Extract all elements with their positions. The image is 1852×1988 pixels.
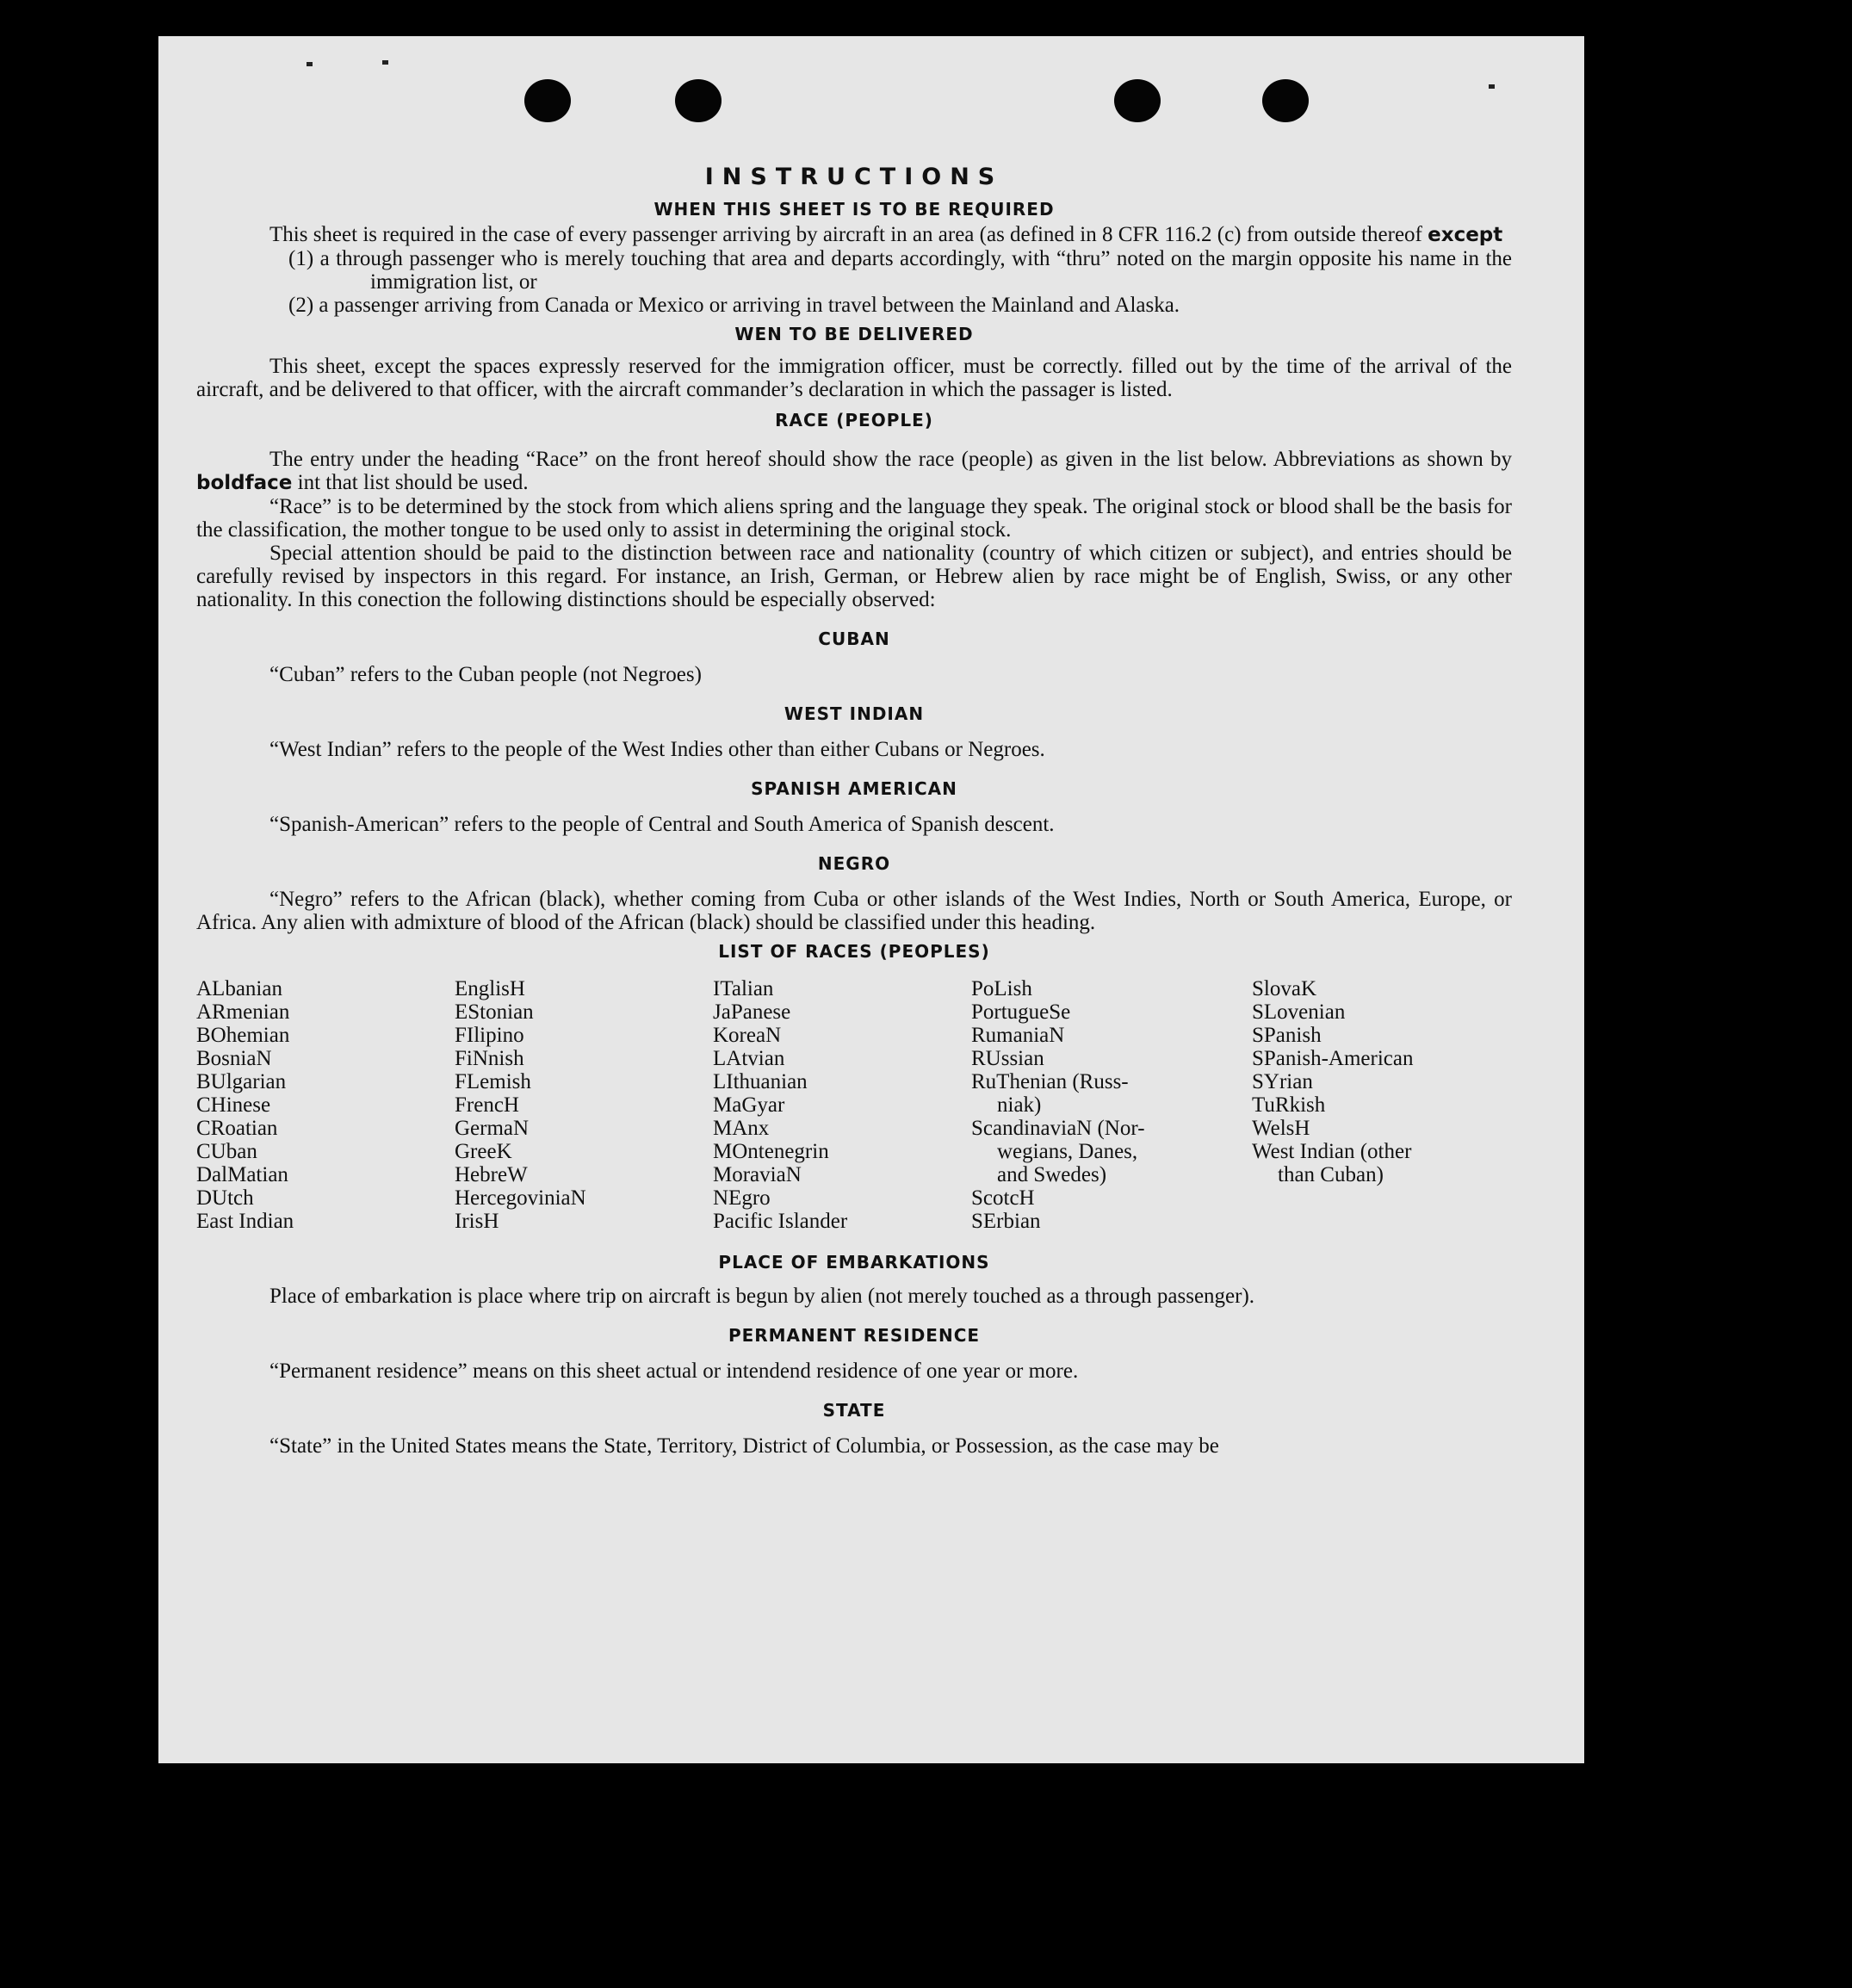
race-item: JaPanese	[713, 1000, 791, 1024]
race-item: BUlgarian	[196, 1070, 287, 1093]
section-heading-spanish-american: SPANISH AMERICAN	[751, 778, 957, 799]
punch-hole	[1262, 79, 1309, 122]
race-paragraph-1	[196, 448, 1512, 495]
race-item: TuRkish	[1252, 1093, 1326, 1117]
punch-hole	[524, 79, 571, 122]
race-item: SErbian	[971, 1210, 1041, 1233]
race-item: LIthuanian	[713, 1070, 808, 1093]
race-item: FiNnish	[455, 1047, 524, 1070]
race-item: HebreW	[455, 1163, 528, 1186]
races-column-4	[971, 977, 1252, 1233]
race-item: MAnx	[713, 1117, 770, 1140]
race-item: EStonian	[455, 1000, 534, 1024]
race-item: FIlipino	[455, 1024, 524, 1047]
section-heading-state: STATE	[822, 1400, 886, 1421]
punch-hole	[1114, 79, 1161, 122]
race-item: RumaniaN	[971, 1024, 1065, 1047]
race-item: PortugueSe	[971, 1000, 1071, 1024]
race-item: Pacific Islander	[713, 1210, 848, 1233]
race-item: BOhemian	[196, 1024, 290, 1047]
cuban-paragraph: “Cuban” refers to the Cuban people (not Negroes)	[269, 663, 702, 686]
embarkation-paragraph: Place of embarkation is place where trip on aircraft is begun by alien (not merely touched as a through passenger).	[269, 1285, 1255, 1308]
section-heading-list: LIST OF RACES (PEOPLES)	[718, 941, 990, 962]
section-heading-negro: NEGRO	[817, 853, 891, 874]
race-item: ITalian	[713, 977, 774, 1000]
race-item: PoLish	[971, 977, 1032, 1000]
race-item: GermaN	[455, 1117, 530, 1140]
races-column-3	[713, 977, 971, 1233]
race-item: NEgro	[713, 1186, 771, 1210]
race-item: MaGyar	[713, 1093, 785, 1117]
state-paragraph: “State” in the United States means the State, Territory, District of Columbia, or Possession, as the case may be	[269, 1434, 1219, 1458]
races-column-5	[1252, 977, 1512, 1233]
document-page	[158, 36, 1584, 1763]
speck	[307, 62, 313, 66]
race-item: FrencH	[455, 1093, 519, 1117]
race-item: wegians, Danes,	[997, 1140, 1138, 1163]
boldface-keyword: boldface	[196, 472, 293, 494]
race-item: WelsH	[1252, 1117, 1310, 1140]
races-column-1	[196, 977, 455, 1233]
spanish-american-paragraph: “Spanish-American” refers to the people of Central and South America of Spanish descent.	[269, 813, 1055, 836]
race-item: ScandinaviaN (Nor-	[971, 1117, 1145, 1140]
residence-paragraph: “Permanent residence” means on this sheet actual or intendend residence of one year or more.	[269, 1359, 1079, 1383]
section-heading-residence: PERMANENT RESIDENCE	[728, 1325, 981, 1346]
race-item: GreeK	[455, 1140, 512, 1163]
race-paragraph-2: “Race” is to be determined by the stock from which aliens spring and the language they speak. The original stock or blood shall be the basis for the classification, the mother tongue to be used only to assist in determining the original stock.	[196, 495, 1512, 542]
page-title: INSTRUCTIONS	[704, 164, 1004, 190]
race-p1-text: The entry under the heading “Race” on the front hereof should show the race (people) as given in the list below. Abbreviations as shown by	[269, 448, 1512, 471]
race-item: CRoatian	[196, 1117, 278, 1140]
race-item: RuThenian (Russ-	[971, 1070, 1129, 1093]
race-item: niak)	[997, 1093, 1042, 1117]
race-item: and Swedes)	[997, 1163, 1107, 1186]
when-paragraph	[196, 223, 1512, 247]
speck	[1489, 84, 1495, 89]
punch-hole	[675, 79, 722, 122]
section-heading-west-indian: WEST INDIAN	[784, 703, 925, 724]
when-text: This sheet is required in the case of every passenger arriving by aircraft in an area (as defined in 8 CFR 116.2 (c) from outside thereof	[269, 223, 1422, 246]
section-heading-delivered: WEN TO BE DELIVERED	[734, 324, 974, 344]
section-heading-cuban: CUBAN	[818, 629, 890, 649]
race-item: HercegoviniaN	[455, 1186, 586, 1210]
race-item: ScotcH	[971, 1186, 1035, 1210]
section-heading-race: RACE (PEOPLE)	[775, 410, 933, 430]
speck	[382, 60, 388, 65]
race-item: DalMatian	[196, 1163, 288, 1186]
race-item: CHinese	[196, 1093, 271, 1117]
race-item: CUban	[196, 1140, 257, 1163]
race-item: MoraviaN	[713, 1163, 802, 1186]
when-item-1: (1) a through passenger who is merely touching that area and departs accordingly, with “thru” noted on the margin opposite his name in the immigration list, or	[288, 247, 1512, 294]
west-indian-paragraph: “West Indian” refers to the people of the West Indies other than either Cubans or Negroes.	[269, 738, 1045, 761]
race-item: MOntenegrin	[713, 1140, 829, 1163]
races-list	[196, 977, 1512, 1233]
race-item: RUssian	[971, 1047, 1044, 1070]
race-item: IrisH	[455, 1210, 499, 1233]
when-item-2: (2) a passenger arriving from Canada or Mexico or arriving in travel between the Mainland and Alaska.	[288, 294, 1180, 317]
race-item: East Indian	[196, 1210, 294, 1233]
race-item: SlovaK	[1252, 977, 1316, 1000]
race-item: SLovenian	[1252, 1000, 1346, 1024]
race-item: ARmenian	[196, 1000, 290, 1024]
race-item: BosniaN	[196, 1047, 272, 1070]
races-column-2	[455, 977, 713, 1233]
negro-paragraph: “Negro” refers to the African (black), whether coming from Cuba or other islands of the West Indies, North or South America, Europe, or Africa. Any alien with admixture of blood of the African (black) should be classified under this heading.	[196, 888, 1512, 934]
race-item: SPanish-American	[1252, 1047, 1414, 1070]
race-item: FLemish	[455, 1070, 531, 1093]
race-item: KoreaN	[713, 1024, 782, 1047]
race-item: SYrian	[1252, 1070, 1313, 1093]
except-keyword: except	[1428, 224, 1503, 246]
section-heading-when: WHEN THIS SHEET IS TO BE REQUIRED	[653, 199, 1055, 220]
section-heading-embarkation: PLACE OF EMBARKATIONS	[718, 1252, 990, 1273]
race-item: SPanish	[1252, 1024, 1322, 1047]
race-item: LAtvian	[713, 1047, 785, 1070]
race-paragraph-3: Special attention should be paid to the distinction between race and nationality (country of which citizen or subject), and entries should be carefully revised by inspectors in this regard. For instance, an Irish, German, or Hebrew alien by race might be of English, Swiss, or any other nationality. In this conection the following distinctions should be especially observed:	[196, 542, 1512, 611]
delivered-paragraph: This sheet, except the spaces expressly reserved for the immigration officer, must be correctly. filled out by the time of the arrival of the aircraft, and be delivered to that officer, with the aircraft commander’s declaration in which the passager is listed.	[196, 355, 1512, 401]
instructions-content	[196, 164, 1512, 1458]
race-item: DUtch	[196, 1186, 254, 1210]
race-item: ALbanian	[196, 977, 282, 1000]
race-item: West Indian (other	[1252, 1140, 1412, 1163]
race-p1-text-end: int that list should be used.	[297, 471, 529, 494]
race-item: than Cuban)	[1278, 1163, 1384, 1186]
race-item: EnglisH	[455, 977, 525, 1000]
